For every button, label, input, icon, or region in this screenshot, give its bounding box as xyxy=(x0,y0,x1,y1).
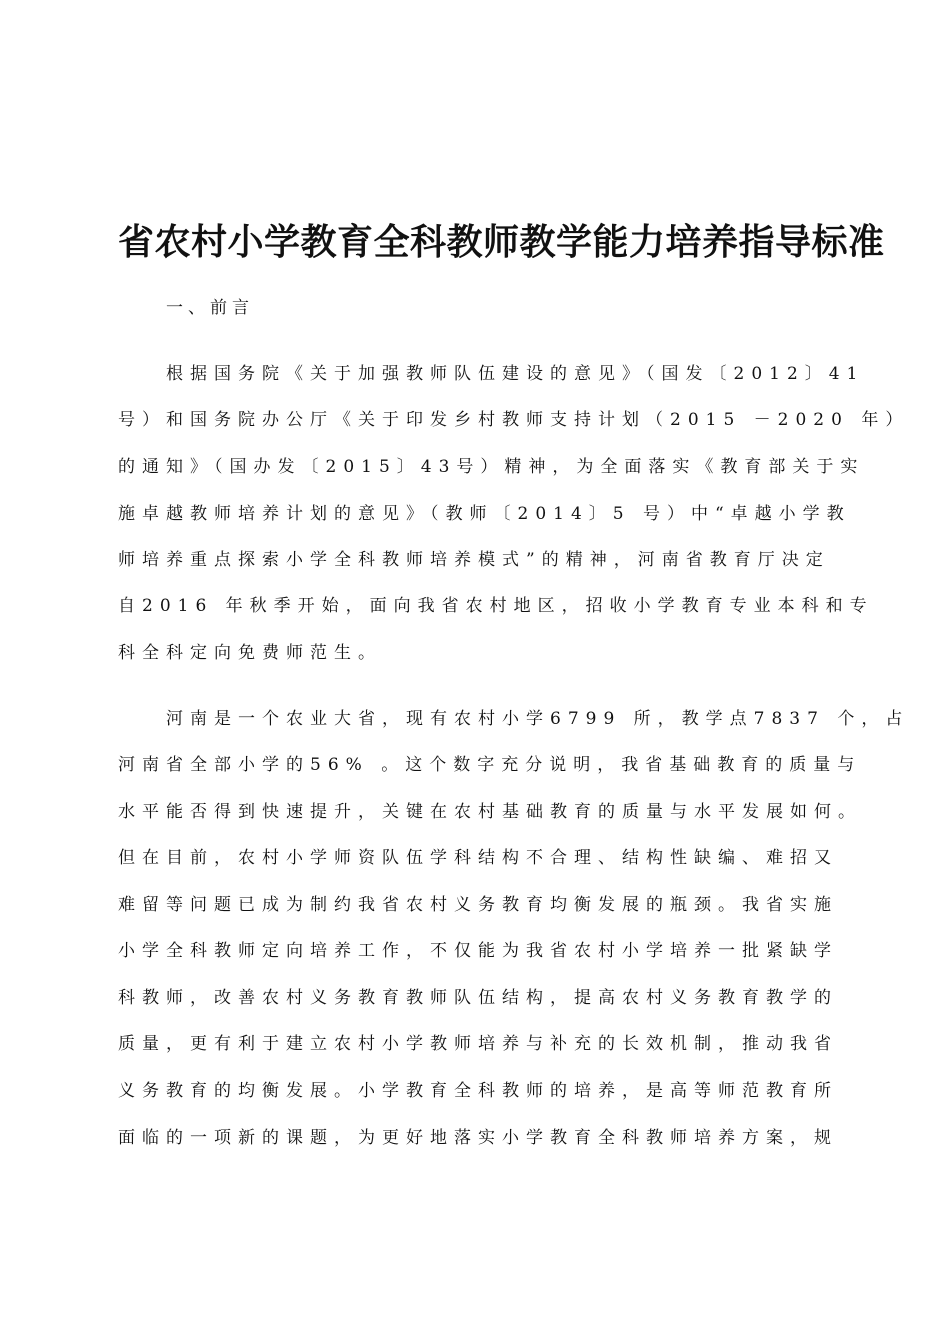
paragraph-1-line: 自2016 年秋季开始，面向我省农村地区，招收小学教育专业本科和专 xyxy=(118,596,874,616)
paragraph-1-line: 根据国务院《关于加强教师队伍建设的意见》（国发〔2012〕41 xyxy=(166,364,865,384)
section-heading: 一、前言 xyxy=(166,298,254,318)
paragraph-2-line: 面临的一项新的课题，为更好地落实小学教育全科教师培养方案，规 xyxy=(118,1128,838,1148)
paragraph-2-line: 河南是一个农业大省，现有农村小学6799 所，教学点7837 个，占 xyxy=(166,709,910,729)
paragraph-2-line: 难留等问题已成为制约我省农村义务教育均衡发展的瓶颈。我省实施 xyxy=(118,895,838,915)
paragraph-1-line: 号）和国务院办公厅《关于印发乡村教师支持计划（2015 －2020 年） xyxy=(118,410,910,430)
paragraph-2-line: 水平能否得到快速提升，关键在农村基础教育的质量与水平发展如何。 xyxy=(118,802,862,822)
paragraph-1-line: 施卓越教师培养计划的意见》（教师〔2014〕5 号）中“卓越小学教 xyxy=(118,504,851,524)
paragraph-2-line: 义务教育的均衡发展。小学教育全科教师的培养，是高等师范教育所 xyxy=(118,1081,838,1101)
paragraph-2-line: 科教师，改善农村义务教育教师队伍结构，提高农村义务教育教学的 xyxy=(118,988,838,1008)
paragraph-2-line: 河南省全部小学的56% 。这个数字充分说明，我省基础教育的质量与 xyxy=(118,755,862,775)
paragraph-2-line: 但在目前，农村小学师资队伍学科结构不合理、结构性缺编、难招又 xyxy=(118,848,838,868)
document-title: 省农村小学教育全科教师教学能力培养指导标准 xyxy=(118,221,885,263)
paragraph-1-line: 师培养重点探索小学全科教师培养模式”的精神，河南省教育厅决定 xyxy=(118,550,830,570)
paragraph-1-line: 科全科定向免费师范生。 xyxy=(118,643,382,663)
paragraph-1-line: 的通知》（国办发〔2015〕43号）精神，为全面落实《教育部关于实 xyxy=(118,457,865,477)
paragraph-2-line: 小学全科教师定向培养工作，不仅能为我省农村小学培养一批紧缺学 xyxy=(118,941,838,961)
paragraph-2-line: 质量，更有利于建立农村小学教师培养与补充的长效机制，推动我省 xyxy=(118,1034,838,1054)
